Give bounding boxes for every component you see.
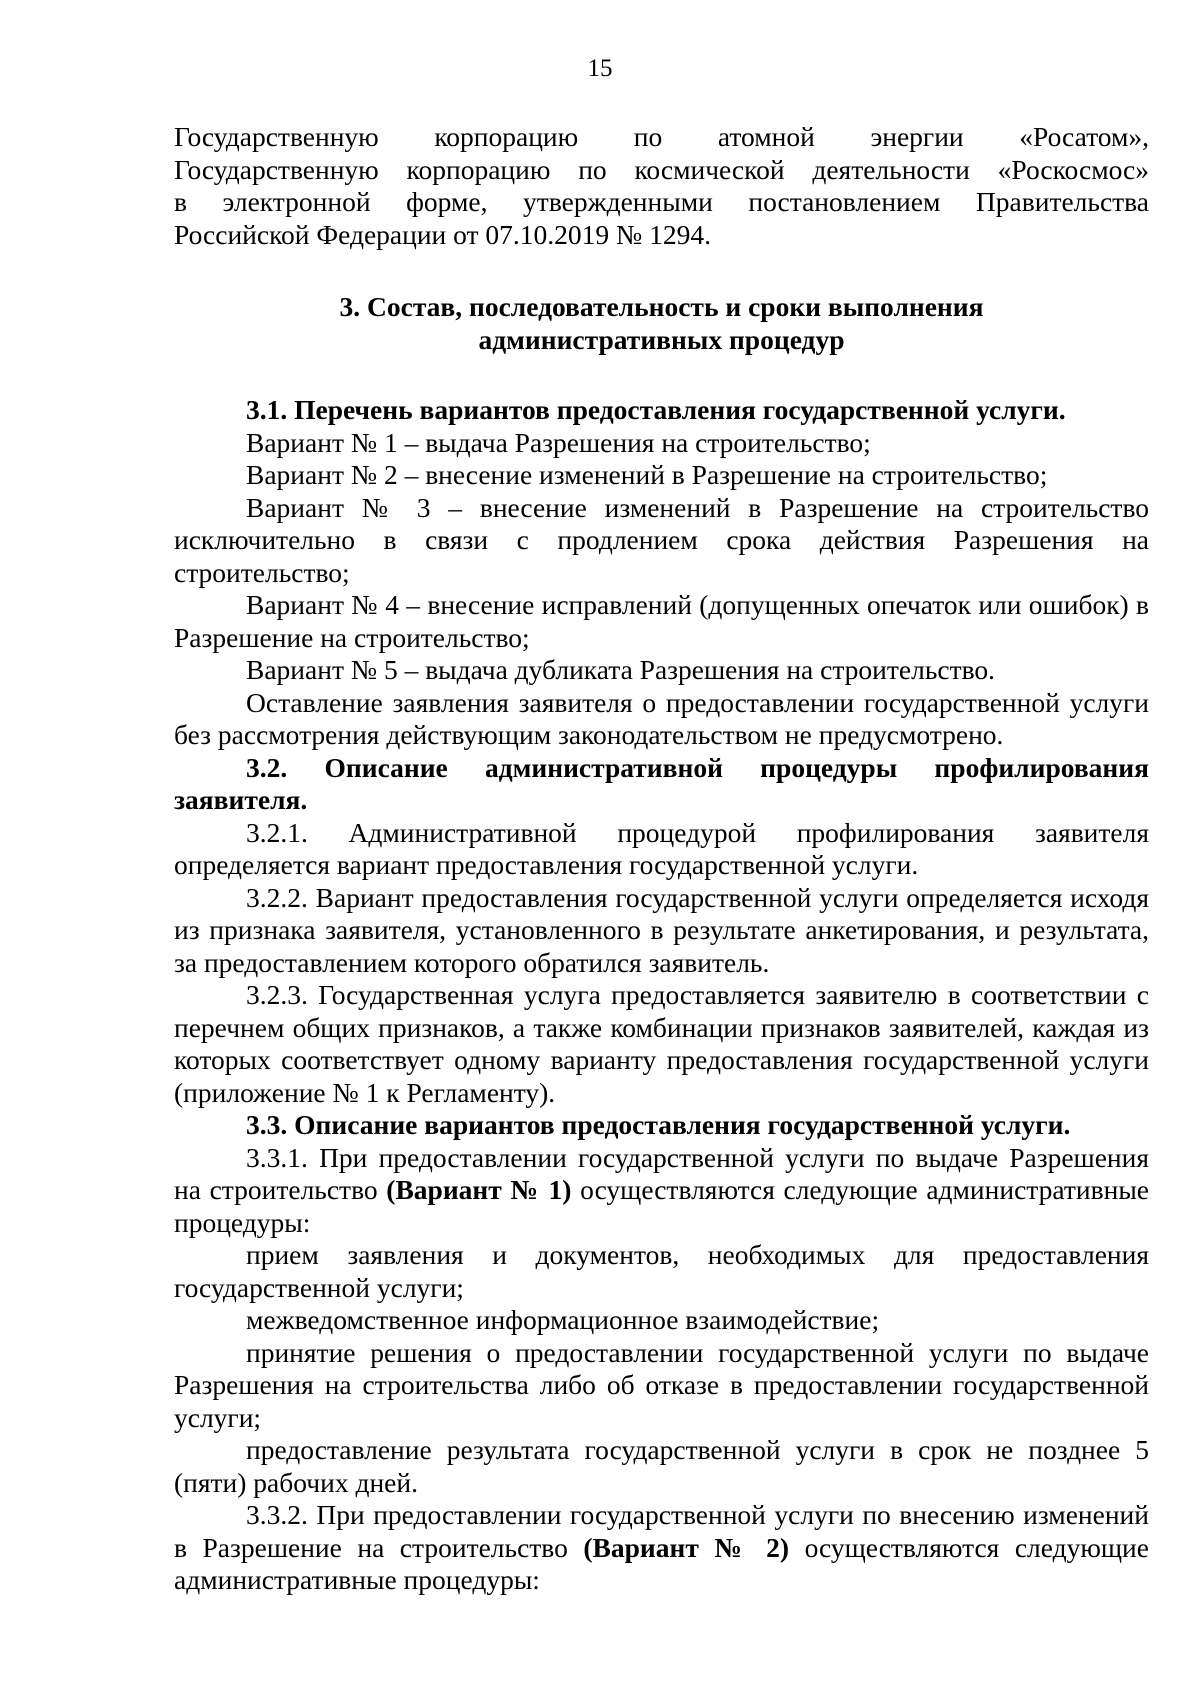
intro-line: в электронной форме, утвержденными постановлением Правительства — [174, 186, 1149, 217]
page-number: 15 — [587, 55, 613, 82]
procedure-item: предоставление результата государственной услуги в срок не позднее 5 (пяти) рабочих дней. — [174, 1434, 1149, 1498]
variant-reference: (Вариант № 1) — [386, 1174, 572, 1205]
procedure-item: принятие решения о предоставлении государственной услуги по выдаче Разрешения на строительства либо об отказе в предоставлении государственной услуги; — [174, 1336, 1149, 1433]
section-title — [174, 291, 1149, 356]
variant-1: Вариант № 1 – выдача Разрешения на строительство; — [246, 426, 871, 458]
subsection-heading-3-2: 3.2. Описание административной процедуры профилирования заявителя. — [174, 751, 1149, 815]
variant-3: Вариант № 3 – внесение изменений в Разрешение на строительство исключительно в связи с продлением срока действия Разрешения на строительство; — [174, 491, 1149, 588]
paragraph-3-2-1: 3.2.1. Административной процедурой профилирования заявителя определяется вариант предоставления государственной услуги. — [174, 816, 1149, 880]
procedure-item: прием заявления и документов, необходимых для предоставления государственной услуги; — [174, 1239, 1149, 1303]
variant-4: Вариант № 4 – внесение исправлений (допущенных опечаток или ошибок) в Разрешение на строительство; — [174, 589, 1149, 653]
paragraph-3-3-1 — [174, 1142, 1149, 1240]
text-run: осуществляются следующие административные процедуры: — [174, 1174, 1149, 1238]
intro-line: Государственную корпорацию по атомной энергии «Росатом», — [174, 121, 1149, 152]
paragraph-3-2-2: 3.2.2. Вариант предоставления государственной услуги определяется исходя из признака заявителя, установленного в результате анкетирования, и результата, за предоставлением которого обратился заявитель. — [174, 881, 1149, 978]
subsection-heading-3-3: 3.3. Описание вариантов предоставления государственной услуги. — [246, 1109, 1071, 1140]
paragraph-note: Оставление заявления заявителя о предоставлении государственной услуги без рассмотрения действующим законодательством не предусмотрено. — [174, 686, 1149, 750]
section-title-line-2: административных процедур — [478, 323, 845, 355]
document-body — [174, 121, 1149, 1597]
procedure-item: межведомственное информационное взаимодействие; — [246, 1304, 880, 1335]
text-run: 3.3.2. При предоставлении государственной услуги по внесению изменений в Разрешение на строительство — [174, 1499, 1149, 1563]
variant-5: Вариант № 5 – выдача дубликата Разрешения на строительство. — [246, 654, 996, 685]
text-run: осуществляются следующие административные процедуры: — [174, 1531, 1149, 1595]
variant-2: Вариант № 2 – внесение изменений в Разрешение на строительство; — [246, 459, 1048, 490]
text-run: 3.3.1. При предоставлении государственной услуги по выдаче Разрешения на строительство — [174, 1141, 1149, 1205]
paragraph-3-2-3: 3.2.3. Государственная услуга предоставляется заявителю в соответствии с перечнем общих признаков, а также комбинации признаков заявителей, каждая из которых соответствует одному варианту предоставления государственной услуги (приложение № 1 к Регламенту). — [174, 979, 1149, 1108]
section-title-line-1: 3. Состав, последовательность и сроки выполнения — [339, 291, 984, 322]
paragraph-3-3-2 — [174, 1499, 1149, 1597]
intro-line: Государственную корпорацию по космической деятельности «Роскосмос» — [174, 153, 1149, 185]
variant-reference: (Вариант № 2) — [583, 1531, 790, 1563]
intro-line: Российской Федерации от 07.10.2019 № 1294. — [174, 218, 712, 250]
subsection-heading-3-1: 3.1. Перечень вариантов предоставления государственной услуги. — [246, 394, 1066, 425]
